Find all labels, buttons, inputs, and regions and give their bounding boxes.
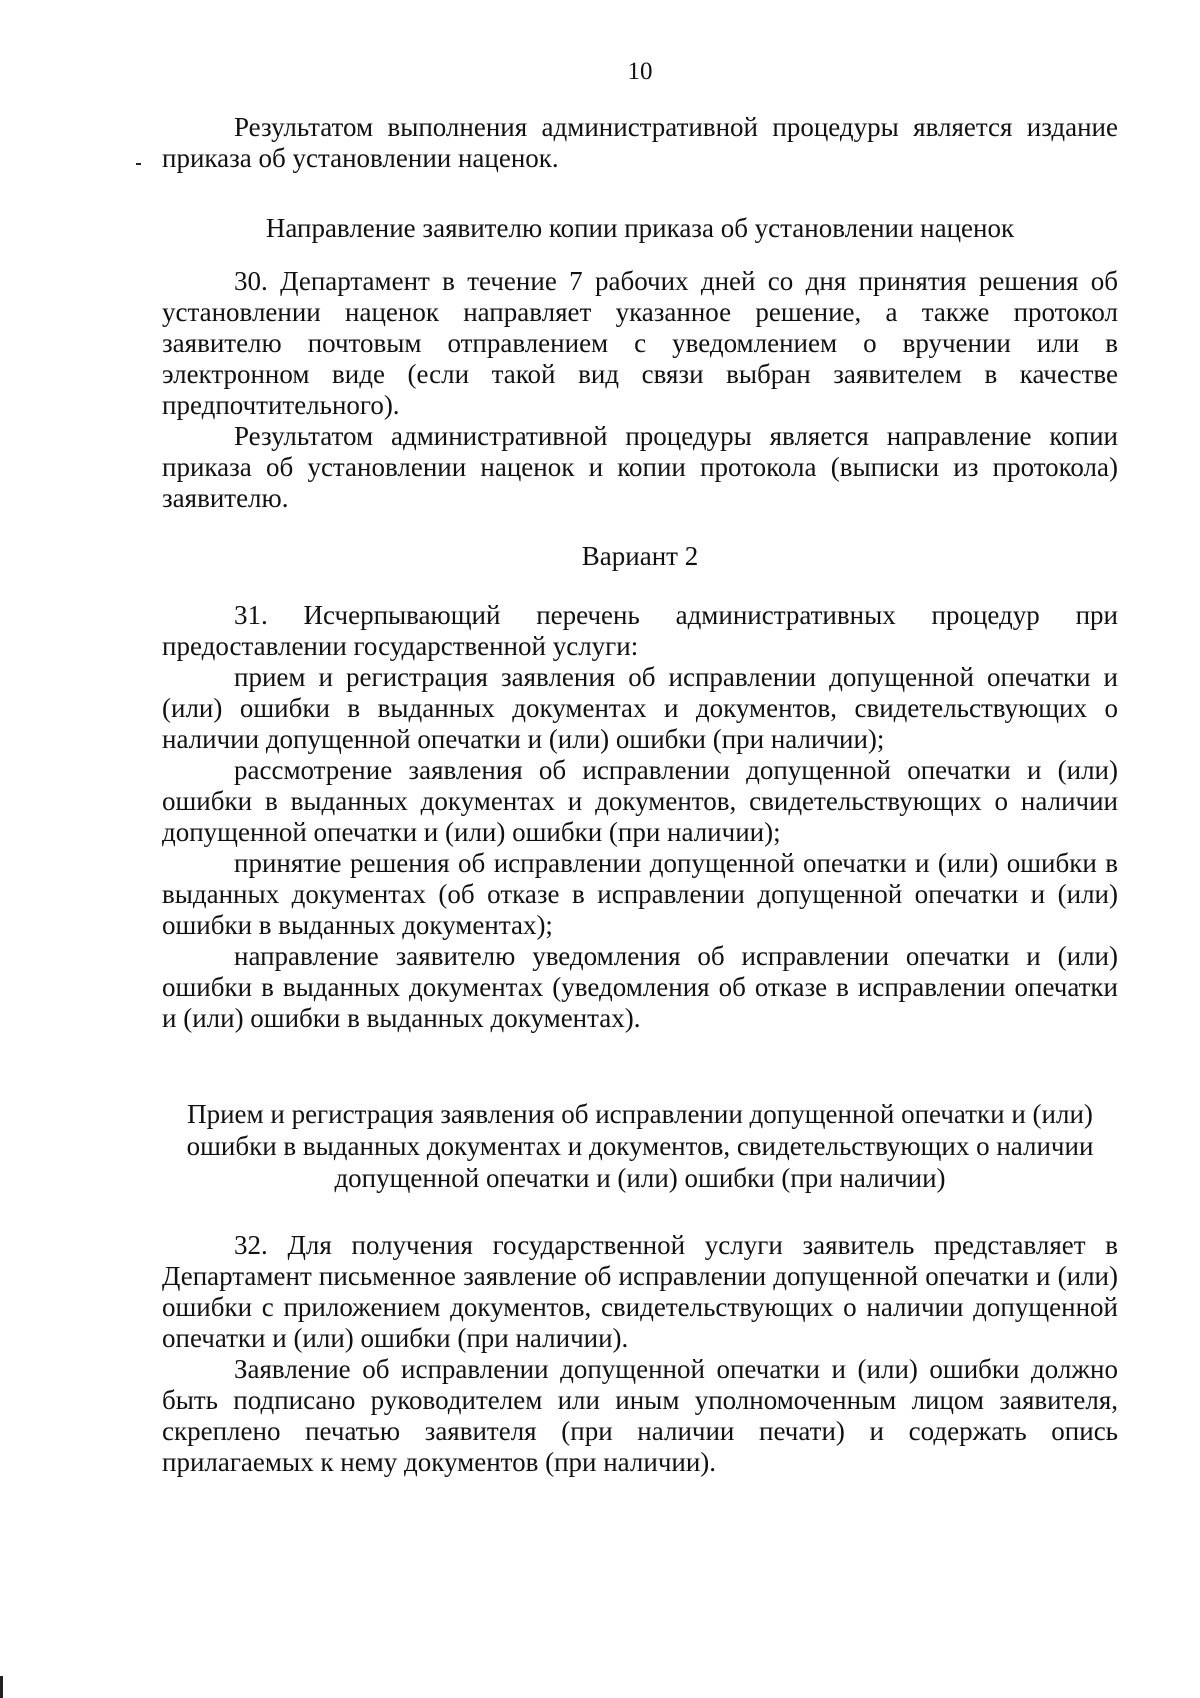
page-number: 10 — [627, 58, 653, 85]
section-32-block — [162, 1230, 1118, 1478]
paragraph-31: 31. Исчерпывающий перечень административных процедур при предоставлении государственной услуги: — [162, 600, 1118, 661]
paragraph: Результатом выполнения административной процедуры является издание приказа об установлении наценок. — [162, 112, 1118, 173]
list-item: направление заявителю уведомления об исправлении опечатки и (или) ошибки в выданных документах (уведомления об отказе в исправлении опечатки и (или) ошибки в выданных документах). — [162, 941, 1118, 1033]
list-item: прием и регистрация заявления об исправлении допущенной опечатки и (или) ошибки в выданных документах и документов, свидетельствующих о наличии допущенной опечатки и (или) ошибки (при наличии); — [162, 662, 1118, 754]
section-30-block — [162, 266, 1118, 514]
section-31-block — [162, 600, 1118, 1034]
paragraph: Заявление об исправлении допущенной опечатки и (или) ошибки должно быть подписано руководителем или иным уполномоченным лицом заявителя, скреплено печатью заявителя (при наличии печати) и содержать опись прилагаемых к нему документов (при наличии). — [162, 1354, 1118, 1477]
intro-block — [162, 112, 1118, 174]
subsection-heading: Прием и регистрация заявления об исправлении допущенной опечатки и (или) ошибки в выданных документах и документов, свидетельствующих о наличии допущенной опечатки и (или) ошибки (при наличии) — [186, 1099, 1094, 1193]
section-heading: Направление заявителю копии приказа об установлении наценок — [265, 213, 1015, 243]
scan-artifact — [0, 1676, 3, 1698]
scan-artifact — [136, 163, 141, 165]
list-item: рассмотрение заявления об исправлении допущенной опечатки и (или) ошибки в выданных документах и документов, свидетельствующих о наличии допущенной опечатки и (или) ошибки (при наличии); — [162, 755, 1118, 847]
paragraph-30: 30. Департамент в течение 7 рабочих дней со дня принятия решения об установлении наценок направляет указанное решение, а также протокол заявителю почтовым отправлением с уведомлением о вручении или в электронном виде (если такой вид связи выбран заявителем в качестве предпочтительного). — [162, 266, 1118, 420]
paragraph-32: 32. Для получения государственной услуги заявитель представляет в Департамент письменное заявление об исправлении допущенной опечатки и (или) ошибки с приложением документов, свидетельствующих о наличии допущенной опечатки и (или) ошибки (при наличии). — [162, 1230, 1118, 1353]
paragraph: Результатом административной процедуры является направление копии приказа об установлении наценок и копии протокола (выписки из протокола) заявителю. — [162, 421, 1118, 513]
list-item: принятие решения об исправлении допущенной опечатки и (или) ошибки в выданных документах (об отказе в исправлении допущенной опечатки и (или) ошибки в выданных документах); — [162, 848, 1118, 940]
variant-heading: Вариант 2 — [581, 541, 699, 571]
